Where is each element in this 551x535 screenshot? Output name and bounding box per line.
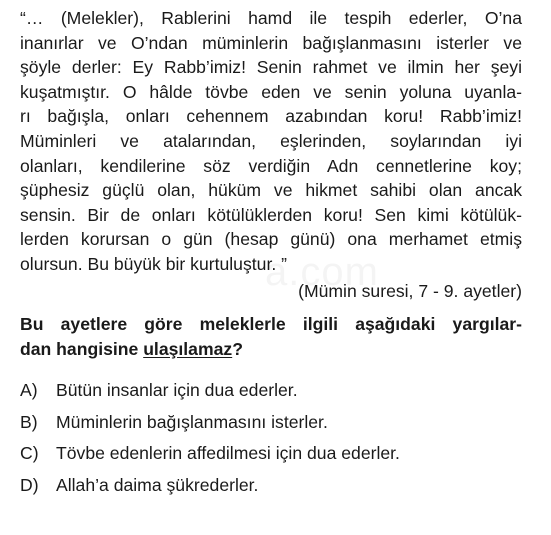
passage-line: olursun. Bu büyük bir kurtuluştur. ” (20, 253, 287, 274)
option-text: Tövbe edenlerin affedilmesi için dua ederler. (56, 443, 400, 464)
question-line-2-prefix: dan hangisine (20, 338, 144, 359)
passage-line: inanırlar ve O’ndan müminlerin bağışlanmasını isterler ve (20, 32, 522, 53)
question-line-1: Bu ayetlere göre meleklerle ilgili aşağıdaki yargılar- (20, 314, 522, 335)
passage-line: rı bağışla, onları cehennem azabından koru! Rabb’imiz! (20, 106, 522, 127)
passage-line: Müminleri ve atalarından, eşlerinden, soylarından iyi (20, 130, 522, 151)
passage-line: şöyle derler: Ey Rabb’imiz! Senin rahmet ve ilmin her şeyi (20, 57, 522, 78)
passage-line: olanları, kendilerine söz verdiğin Adn cennetlerine koy; (20, 155, 522, 176)
option-letter: C) (20, 443, 39, 464)
option-letter: A) (20, 380, 38, 401)
quoted-passage (20, 6, 522, 277)
option-text: Allah’a daima şükrederler. (56, 474, 259, 495)
passage-line: lerden korursan o gün (hesap günü) ona merhamet etmiş (20, 229, 522, 250)
passage-source: (Mümin suresi, 7 - 9. ayetler) (298, 280, 522, 301)
question-line-2 (20, 337, 522, 362)
question-line-2-suffix: ? (232, 338, 243, 359)
option-b[interactable] (20, 407, 522, 439)
question-underlined-word: ulaşılamaz (143, 338, 233, 359)
option-c[interactable] (20, 438, 522, 470)
option-d[interactable] (20, 470, 522, 502)
option-letter: B) (20, 411, 38, 432)
passage-line: sensin. Bir de onları kötülüklerden koru! Sen kimi kötülük- (20, 204, 522, 225)
answer-options (20, 375, 522, 501)
question-page (20, 6, 522, 501)
passage-line: “… (Melekler), Rablerini hamd ile tespih ederler, O’na (20, 8, 522, 28)
option-text: Bütün insanlar için dua ederler. (56, 380, 298, 401)
option-letter: D) (20, 474, 39, 495)
passage-line: kuşatmıştır. O hâlde tövbe eden ve senin yoluna uyanla- (20, 81, 522, 102)
question-stem (20, 312, 522, 361)
option-a[interactable] (20, 375, 522, 407)
option-text: Müminlerin bağışlanmasını isterler. (56, 411, 328, 432)
passage-line: şüphesiz güçlü olan, hüküm ve hikmet sahibi olan ancak (20, 180, 522, 201)
